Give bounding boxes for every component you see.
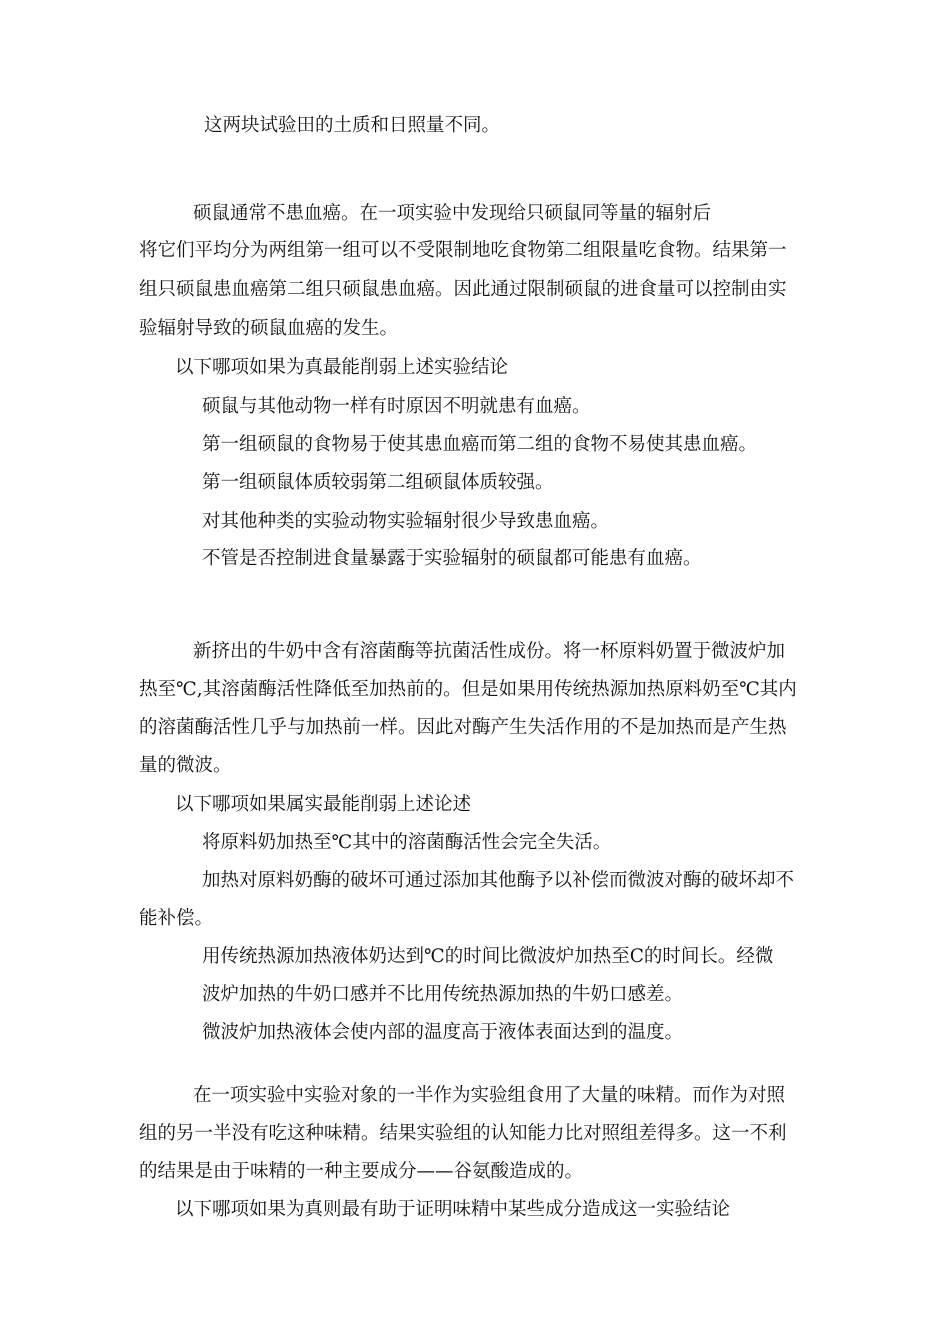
option-line: 用传统热源加热液体奶达到℃的时间比微波炉加热至C的时间长。经微 <box>202 946 774 967</box>
text-line: 验辐射导致的硕鼠血癌的发生。 <box>139 318 399 339</box>
text-line: 组只硕鼠患血癌第二组只硕鼠患血癌。因此通过限制硕鼠的进食量可以控制由实 <box>139 279 787 300</box>
text-line: 的溶菌酶活性几乎与加热前一样。因此对酶产生失活作用的不是加热而是产生热 <box>139 717 787 738</box>
option-line: 微波炉加热液体会使内部的温度高于液体表面达到的温度。 <box>202 1022 684 1043</box>
text-line: 将它们平均分为两组第一组可以不受限制地吃食物第二组限量吃食物。结果第一 <box>139 240 787 261</box>
text-line: 量的微波。 <box>139 755 232 776</box>
text-line: 组的另一半没有吃这种味精。结果实验组的认知能力比对照组差得多。这一不利 <box>139 1123 787 1144</box>
question-line: 以下哪项如果为真则最有助于证明味精中某些成分造成这一实验结论 <box>175 1199 731 1220</box>
text-line: 热至℃,其溶菌酶活性降低至加热前的。但是如果用传统热源加热原料奶至℃其内 <box>139 679 797 700</box>
text-line: 能补偿。 <box>139 908 214 929</box>
question-line: 以下哪项如果属实最能削弱上述论述 <box>175 794 472 815</box>
option-line: 不管是否控制进食量暴露于实验辐射的硕鼠都可能患有血癌。 <box>202 548 702 569</box>
option-line: 第一组硕鼠的食物易于使其患血癌而第二组的食物不易使其患血癌。 <box>202 434 758 455</box>
question-line: 以下哪项如果为真最能削弱上述实验结论 <box>175 357 509 378</box>
option-line: 波炉加热的牛奶口感并不比用传统热源加热的牛奶口感差。 <box>202 984 684 1005</box>
option-line: 硕鼠与其他动物一样有时原因不明就患有血癌。 <box>202 396 591 417</box>
option-line: 第一组硕鼠体质较弱第二组硕鼠体质较强。 <box>202 472 554 493</box>
paragraph-first-line: 硕鼠通常不患血癌。在一项实验中发现给只硕鼠同等量的辐射后 <box>193 203 712 224</box>
option-line: 对其他种类的实验动物实验辐射很少导致患血癌。 <box>202 511 610 532</box>
paragraph-first-line: 新挤出的牛奶中含有溶菌酶等抗菌活性成份。将一杯原料奶置于微波炉加 <box>193 641 786 662</box>
paragraph-first-line: 在一项实验中实验对象的一半作为实验组食用了大量的味精。而作为对照 <box>193 1085 786 1106</box>
text-line: 的结果是由于味精的一种主要成分——谷氨酸造成的。 <box>139 1161 584 1182</box>
option-line: 加热对原料奶酶的破坏可通过添加其他酶予以补偿而微波对酶的破坏却不 <box>202 870 795 891</box>
text-line: 这两块试验田的土质和日照量不同。 <box>204 115 501 136</box>
option-line: 将原料奶加热至℃其中的溶菌酶活性会完全失活。 <box>202 832 612 853</box>
